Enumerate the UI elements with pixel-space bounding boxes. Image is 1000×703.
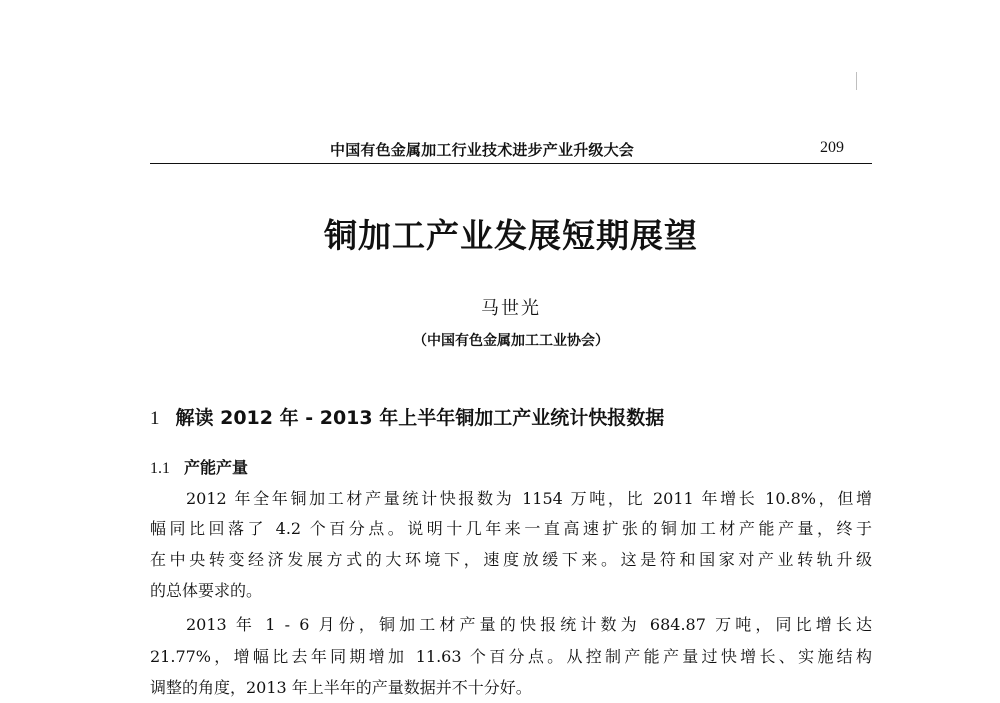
author-name: 马世光 <box>481 298 541 319</box>
paragraph-1-line-2: 幅同比回落了 4.2 个百分点。说明十几年来一直高速扩张的铜加工材产能产量，终于 <box>150 519 872 538</box>
running-header-title: 中国有色金属加工行业技术进步产业升级大会 <box>330 141 635 159</box>
subsection-title: 产能产量 <box>184 458 249 477</box>
paragraph-1-line-4: 的总体要求的。 <box>150 581 263 600</box>
page-number: 209 <box>820 139 844 156</box>
scan-mark <box>856 72 857 90</box>
paragraph-1-line-3: 在中央转变经济发展方式的大环境下，速度放缓下来。这是符和国家对产业转轨升级 <box>150 550 872 569</box>
paragraph-1-line-1: 2012 年全年铜加工材产量统计快报数为 1154 万吨，比 2011 年增长 10.8%，但增 <box>186 489 872 508</box>
paragraph-2-line-2: 21.77%，增幅比去年同期增加 11.63 个百分点。从控制产能产量过快增长、实施结构 <box>150 647 872 666</box>
paragraph-2-line-3: 调整的角度，2013 年上半年的产量数据并不十分好。 <box>150 678 532 697</box>
section-heading <box>150 403 664 430</box>
header-rule <box>150 163 872 164</box>
subsection-number: 1.1 <box>150 460 170 477</box>
paragraph-2-line-1: 2013 年 1 - 6 月份，铜加工材产量的快报统计数为 684.87 万吨，同比增长达 <box>186 615 872 634</box>
subsection-heading <box>150 455 248 478</box>
author-affiliation: （中国有色金属加工工业协会） <box>413 333 609 349</box>
section-number: 1 <box>150 408 160 429</box>
article-title: 铜加工产业发展短期展望 <box>324 216 698 255</box>
section-title: 解读 2012 年 - 2013 年上半年铜加工产业统计快报数据 <box>175 407 665 429</box>
